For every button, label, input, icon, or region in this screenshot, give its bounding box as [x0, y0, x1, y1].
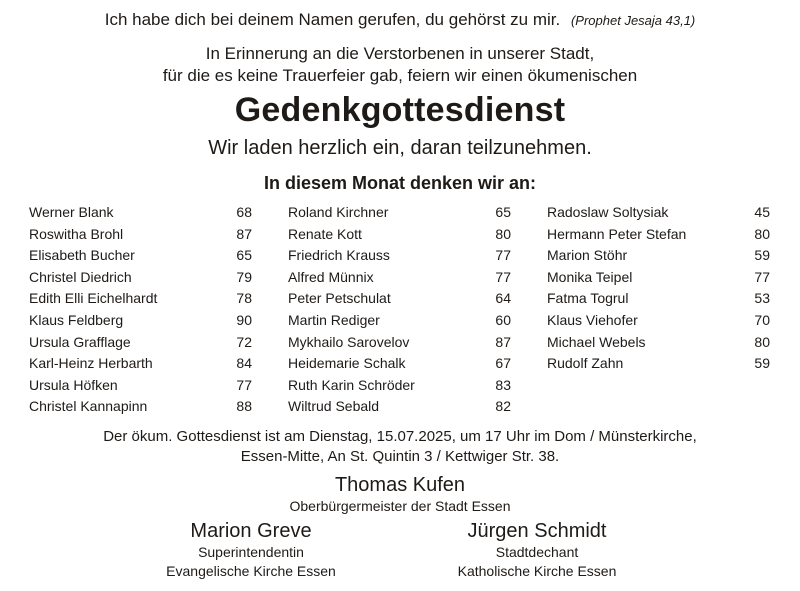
deceased-age: 77 — [495, 268, 511, 285]
name-column-1 — [29, 202, 252, 418]
deceased-age: 87 — [236, 225, 252, 242]
deceased-name: Radoslaw Soltysiak — [547, 204, 669, 220]
deceased-age: 80 — [754, 225, 770, 242]
deceased-name: Marion Stöhr — [547, 247, 628, 264]
bible-verse — [0, 10, 800, 30]
deceased-age: 77 — [236, 376, 252, 393]
service-line-1: Der ökum. Gottesdienst ist am Dienstag, 15.07.2025, um 17 Uhr im Dom / Münsterkirche, — [103, 428, 697, 445]
intro-text — [0, 43, 800, 87]
deceased-name: Fatma Togrul — [547, 290, 629, 307]
list-item — [288, 353, 511, 375]
deceased-name: Klaus Feldberg — [29, 311, 124, 328]
deceased-name: Ruth Karin Schröder — [288, 376, 415, 393]
list-item — [288, 267, 511, 289]
deceased-age: 72 — [236, 333, 252, 350]
intro-line-1: In Erinnerung an die Verstorbenen in unserer Stadt, — [205, 44, 595, 63]
deceased-name: Karl-Heinz Herbarth — [29, 355, 153, 372]
deceased-name: Monika Teipel — [547, 268, 633, 285]
deceased-name: Ursula Höfken — [29, 376, 118, 393]
superintendent-name: Marion Greve — [190, 520, 312, 542]
list-item — [547, 267, 770, 289]
list-item — [29, 224, 252, 246]
deceased-age: 80 — [754, 333, 770, 350]
list-item — [29, 267, 252, 289]
list-item — [29, 375, 252, 397]
intro-line-2: für die es keine Trauerfeier gab, feiern wir einen ökumenischen — [162, 66, 638, 85]
dean-title: Stadtdechant — [495, 544, 579, 560]
list-heading: In diesem Monat denken wir an: — [263, 173, 537, 193]
signature-protestant — [101, 519, 401, 581]
deceased-name: Hermann Peter Stefan — [547, 225, 687, 242]
deceased-age: 77 — [754, 268, 770, 285]
deceased-name: Alfred Münnix — [288, 268, 374, 285]
list-item — [29, 288, 252, 310]
name-column-3 — [547, 202, 770, 375]
catholic-church: Katholische Kirche Essen — [457, 563, 617, 579]
deceased-name: Heidemarie Schalk — [288, 355, 406, 372]
deceased-name: Werner Blank — [29, 204, 114, 220]
list-item — [29, 332, 252, 354]
list-item — [547, 202, 770, 224]
headline: Gedenkgottesdienst — [234, 91, 566, 129]
list-item — [288, 375, 511, 397]
list-item — [29, 353, 252, 375]
deceased-age: 87 — [495, 333, 511, 350]
deceased-age: 67 — [495, 355, 511, 372]
list-item — [288, 396, 511, 418]
deceased-age: 59 — [754, 247, 770, 264]
deceased-name: Edith Elli Eichelhardt — [29, 290, 158, 307]
list-item — [29, 396, 252, 418]
list-item — [288, 245, 511, 267]
deceased-name: Peter Petschulat — [288, 290, 391, 307]
mayor-role: Oberbürgermeister der Stadt Essen — [289, 498, 511, 514]
deceased-name: Martin Rediger — [288, 311, 380, 328]
deceased-age: 68 — [236, 204, 252, 220]
deceased-name: Rudolf Zahn — [547, 355, 624, 372]
deceased-age: 78 — [236, 290, 252, 307]
deceased-name: Roswitha Brohl — [29, 225, 124, 242]
dean-name: Jürgen Schmidt — [467, 520, 607, 542]
deceased-age: 77 — [495, 247, 511, 264]
deceased-age: 84 — [236, 355, 252, 372]
name-column-2 — [288, 202, 511, 418]
signature-mayor — [200, 473, 600, 516]
deceased-name: Christel Kannapinn — [29, 398, 148, 415]
deceased-name: Renate Kott — [288, 225, 362, 242]
deceased-name: Klaus Viehofer — [547, 311, 638, 328]
list-item — [29, 310, 252, 332]
deceased-age: 45 — [754, 204, 770, 220]
deceased-name: Christel Diedrich — [29, 268, 132, 285]
deceased-age: 90 — [236, 311, 252, 328]
deceased-name: Ursula Grafflage — [29, 333, 131, 350]
deceased-name: Mykhailo Sarovelov — [288, 333, 410, 350]
deceased-name: Michael Webels — [547, 333, 646, 350]
deceased-age: 82 — [495, 398, 511, 415]
service-line-2: Essen-Mitte, An St. Quintin 3 / Kettwiger Str. 38. — [240, 448, 560, 465]
list-item — [29, 202, 252, 224]
signature-catholic — [387, 519, 687, 581]
deceased-age: 64 — [495, 290, 511, 307]
deceased-name: Elisabeth Bucher — [29, 247, 135, 264]
deceased-age: 83 — [495, 376, 511, 393]
verse-source: (Prophet Jesaja 43,1) — [570, 13, 696, 28]
deceased-age: 80 — [495, 225, 511, 242]
mayor-name: Thomas Kufen — [334, 474, 466, 496]
deceased-age: 60 — [495, 311, 511, 328]
list-item — [547, 310, 770, 332]
superintendent-title: Superintendentin — [198, 544, 304, 560]
deceased-age: 70 — [754, 311, 770, 328]
protestant-church: Evangelische Kirche Essen — [166, 563, 336, 579]
deceased-age: 79 — [236, 268, 252, 285]
service-info — [0, 427, 800, 467]
verse-text: Ich habe dich bei deinem Namen gerufen, du gehörst zu mir. — [104, 10, 561, 29]
list-item — [288, 202, 511, 224]
list-item — [547, 353, 770, 375]
list-item — [547, 332, 770, 354]
list-item — [288, 332, 511, 354]
deceased-age: 59 — [754, 355, 770, 372]
list-item — [288, 288, 511, 310]
list-item — [288, 310, 511, 332]
invitation: Wir laden herzlich ein, daran teilzunehmen. — [208, 137, 592, 159]
deceased-name: Wiltrud Sebald — [288, 398, 380, 415]
deceased-name: Friedrich Krauss — [288, 247, 390, 264]
list-item — [547, 224, 770, 246]
list-item — [288, 224, 511, 246]
deceased-age: 88 — [236, 398, 252, 415]
deceased-age: 53 — [754, 290, 770, 307]
list-item — [547, 288, 770, 310]
list-item — [547, 245, 770, 267]
deceased-name: Roland Kirchner — [288, 204, 389, 220]
deceased-age: 65 — [495, 204, 511, 220]
deceased-age: 65 — [236, 247, 252, 264]
list-item — [29, 245, 252, 267]
